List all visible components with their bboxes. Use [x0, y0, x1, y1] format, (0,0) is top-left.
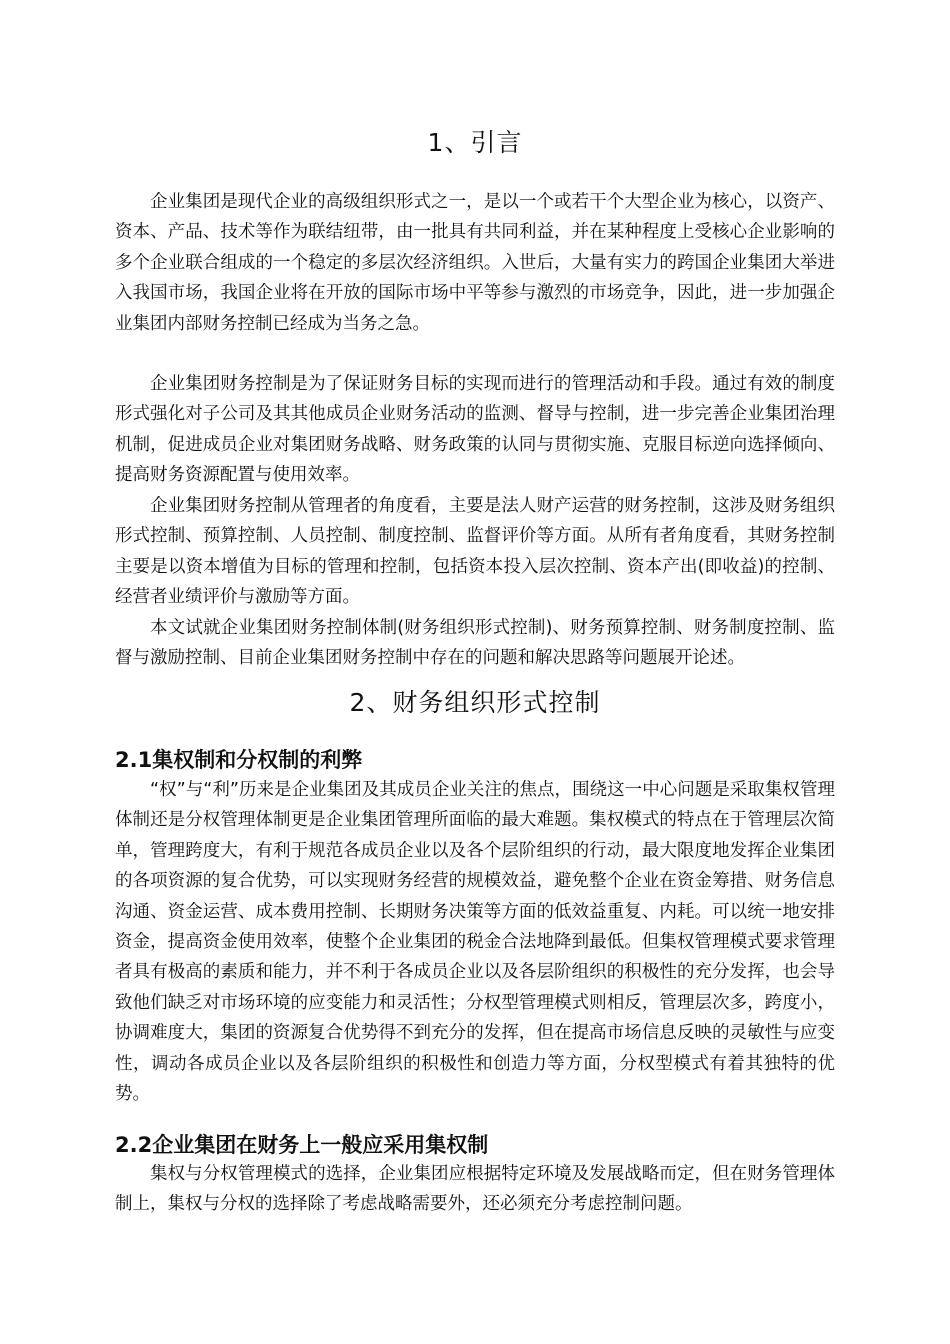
intro-paragraph-1: 企业集团是现代企业的高级组织形式之一，是以一个或若干个大型企业为核心，以资产、资本、产品、技术等作为联结纽带，由一批具有共同利益，并在某种程度上受核心企业影响的多个企业联合组成的一个稳定的多层次经济组织。入世后，大量有实力的跨国企业集团大举进入我国市场，我国企业将在开放的国际市场中平等参与激烈的市场竞争，因此，进一步加强企业集团内部财务控制已经成为当务之急。: [115, 192, 835, 334]
subsection-2-1-paragraph: “权”与“利”历来是企业集团及其成员企业关注的焦点，围绕这一中心问题是采取集权管理体制还是分权管理体制更是企业集团管理所面临的最大难题。集权模式的特点在于管理层次简单，管理跨度大，有利于规范各成员企业以及各个层阶组织的行动，最大限度地发挥企业集团的各项资源的复合优势，可以实现财务经营的规模效益，避免整个企业在资金筹措、财务信息沟通、资金运营、成本费用控制、长期财务决策等方面的低效益重复、内耗。可以统一地安排资金，提高资金使用效率，使整个企业集团的税金合法地降到最低。但集权管理模式要求管理者具有极高的素质和能力，并不利于各成员企业以及各层阶组织的积极性的充分发挥，也会导致他们缺乏对市场环境的应变能力和灵活性；分权型管理模式则相反，管理层次多，跨度小，协调难度大，集团的资源复合优势得不到充分的发挥，但在提高市场信息反映的灵敏性与应变性，调动各成员企业以及各层阶组织的积极性和创造力等方面，分权型模式有着其独特的优势。: [115, 780, 835, 1105]
section-1-title: 1、引言: [427, 128, 523, 157]
intro-paragraph-3: 企业集团财务控制从管理者的角度看，主要是法人财产运营的财务控制，这涉及财务组织形式控制、预算控制、人员控制、制度控制、监督评价等方面。从所有者角度看，其财务控制主要是以资本增值为目标的管理和控制，包括资本投入层次控制、资本产出(即收益)的控制、经营者业绩评价与激励等方面。: [115, 496, 835, 608]
intro-paragraph-2: 企业集团财务控制是为了保证财务目标的实现而进行的管理活动和手段。通过有效的制度形式强化对子公司及其其他成员企业财务活动的监测、督导与控制，进一步完善企业集团治理机制，促进成员企业对集团财务战略、财务政策的认同与贯彻实施、克服目标逆向选择倾向、提高财务资源配置与使用效率。: [115, 374, 835, 486]
subsection-2-2-paragraph: 集权与分权管理模式的选择，企业集团应根据特定环境及发展战略而定，但在财务管理体制上，集权与分权的选择除了考虑战略需要外，还必须充分考虑控制问题。: [115, 1164, 835, 1215]
subsection-2-2-title: 2.2企业集团在财务上一般应采用集权制: [115, 1133, 489, 1157]
section-2-title: 2、财务组织形式控制: [349, 688, 601, 717]
intro-paragraph-4: 本文试就企业集团财务控制体制(财务组织形式控制)、财务预算控制、财务制度控制、监督与激励控制、目前企业集团财务控制中存在的问题和解决思路等问题展开论述。: [115, 618, 835, 669]
subsection-2-1-title: 2.1集权制和分权制的利弊: [115, 748, 363, 772]
